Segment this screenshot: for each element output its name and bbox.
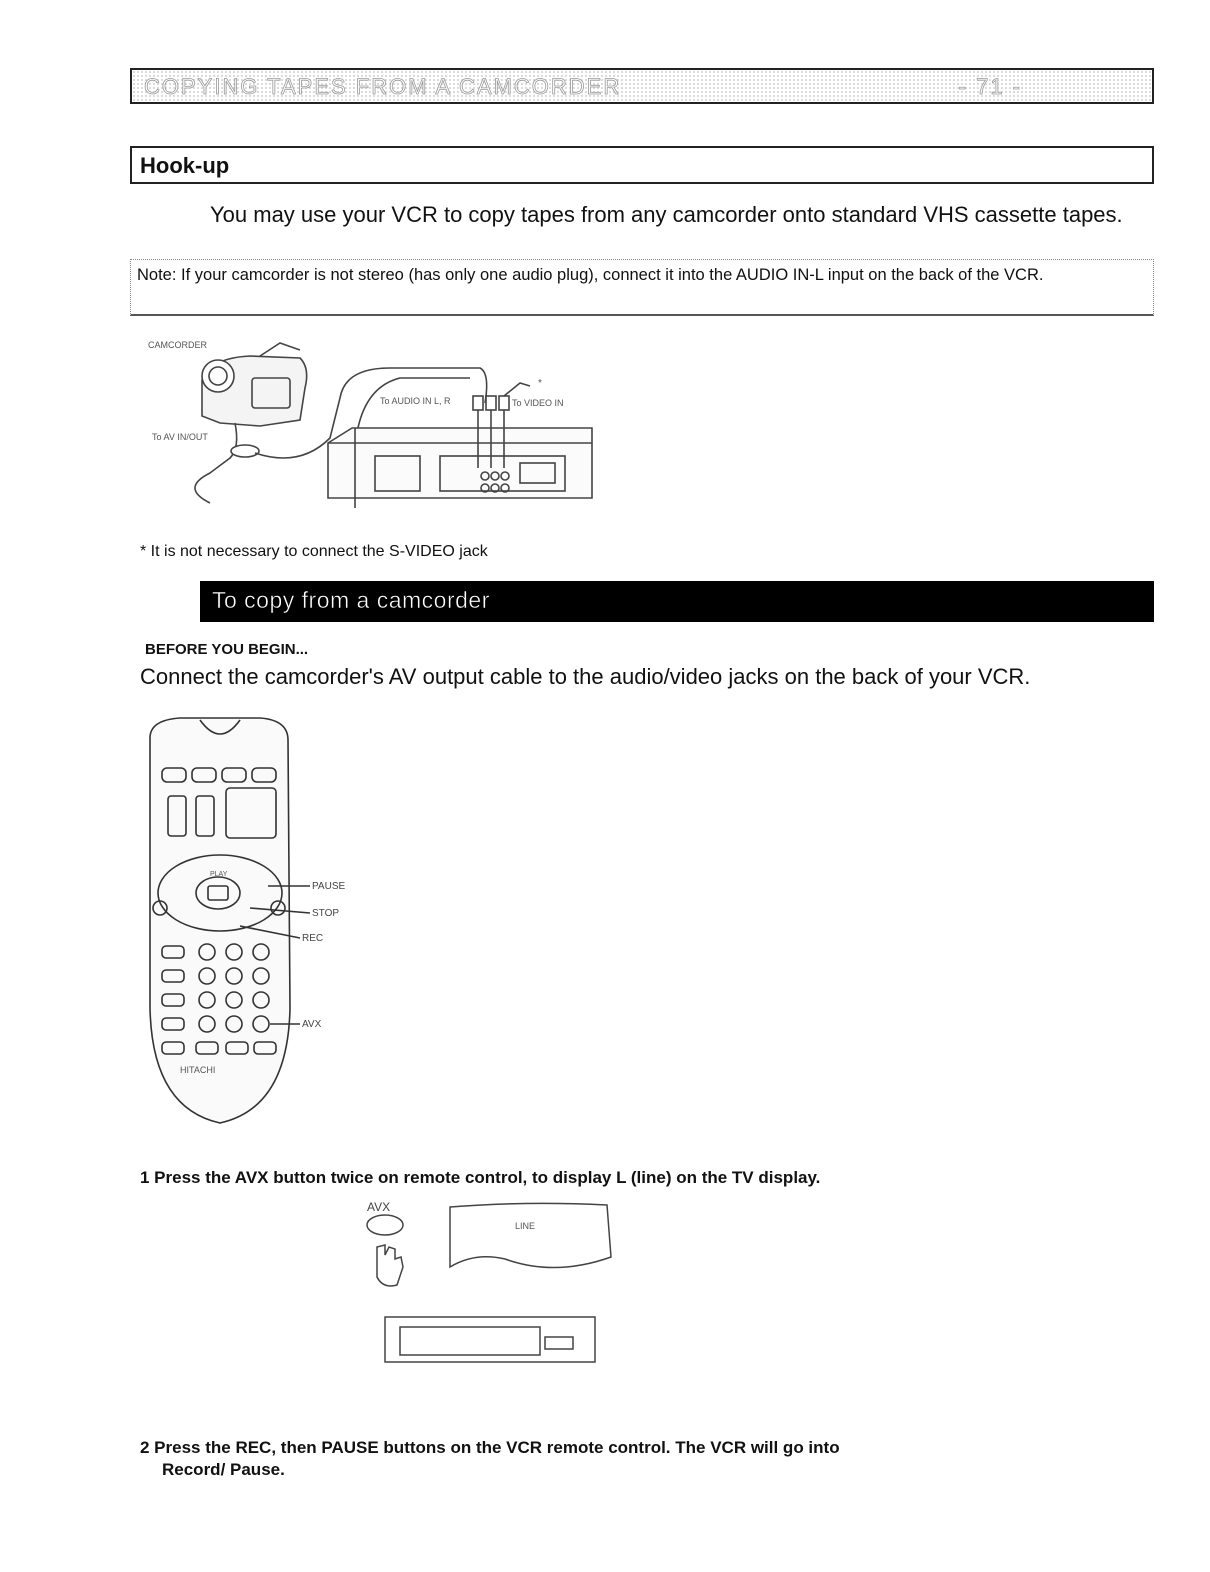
remote-brand: HITACHI (180, 1065, 216, 1075)
copy-section-title: To copy from a camcorder (212, 587, 490, 613)
step-1: 1 Press the AVX button twice on remote control, to display L (line) on the TV display. (140, 1168, 821, 1187)
step-2-line-2: Record/ Pause. (162, 1460, 285, 1479)
page-number: - 71 - (958, 74, 1022, 99)
avx-line-diagram (355, 1197, 625, 1377)
hookup-intro: You may use your VCR to copy tapes from any camcorder onto standard VHS cassette tapes. (210, 202, 1123, 227)
remote-play-label: PLAY (210, 871, 228, 878)
svideo-footnote: * It is not necessary to connect the S-VIDEO jack (140, 543, 488, 560)
step-2 (140, 1437, 840, 1481)
step-2-line-1: 2 Press the REC, then PAUSE buttons on the VCR remote control. The VCR will go into (140, 1438, 840, 1457)
camcorder-label: CAMCORDER (148, 340, 208, 350)
copy-section-heading (200, 581, 1154, 622)
svideo-asterisk: * (538, 378, 542, 389)
remote-avx-label: AVX (302, 1019, 322, 1030)
hookup-diagram (140, 328, 605, 513)
av-inout-label: To AV IN/OUT (152, 432, 208, 442)
remote-control-illustration (140, 708, 365, 1133)
audio-in-label: To AUDIO IN L, R (380, 396, 451, 406)
before-you-begin: BEFORE YOU BEGIN... (145, 641, 309, 658)
remote-pause-label: PAUSE (312, 881, 346, 892)
page-title: COPYING TAPES FROM A CAMCORDER (144, 74, 622, 99)
page-header (130, 68, 1154, 104)
tv-screen-line-label: LINE (515, 1221, 536, 1231)
video-in-label: To VIDEO IN (512, 398, 564, 408)
hookup-heading (130, 146, 1154, 184)
connect-instruction: Connect the camcorder's AV output cable to the audio/video jacks on the back of your VCR. (140, 664, 1031, 689)
hookup-note: Note: If your camcorder is not stereo (has only one audio plug), connect it into the AUDIO IN-L input on the back of the VCR. (130, 259, 1154, 316)
remote-rec-label: REC (302, 933, 324, 944)
avx-button-label: AVX (367, 1200, 391, 1214)
remote-stop-label: STOP (312, 908, 340, 919)
hookup-title: Hook-up (140, 153, 230, 178)
